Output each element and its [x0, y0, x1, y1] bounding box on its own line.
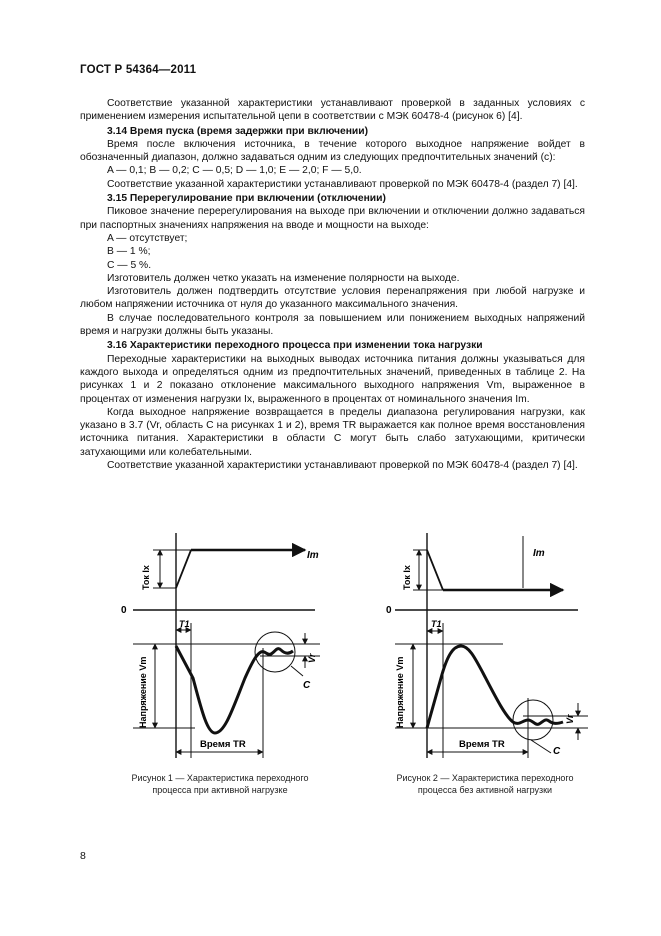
list-item: B — 1 %; — [107, 246, 151, 258]
paragraph: Переходные характеристики на выходных выводах источника питания должны указываться для каждого выхода и определяться одним из предпочтительных значений, приведенных в таблице 2. На рисунках 1 и 2 показано отклонение максимального выходного напряжения Vm, выраженное в процентах от изменения нагрузки Ix, выраженного в процентах от номинального значения Im. — [80, 353, 585, 405]
section-heading-3-14: 3.14 Время пуска (время задержки при включении) — [107, 125, 369, 137]
caption-line: Рисунок 1 — Характеристика переходного — [131, 773, 309, 783]
time-label: Время TR — [459, 739, 505, 750]
figure-1-diagram — [115, 528, 325, 768]
voltage-axis-label: Напряжение Vm — [138, 656, 148, 728]
paragraph: A — 0,1; B — 0,2; C — 0,5; D — 1,0; E — 2,0; F — 5,0. — [107, 165, 362, 177]
paragraph: Соответствие указанной характеристики устанавливают проверкой в заданных условиях с применением измерения испытательной цепи в соответствии с МЭК 60478-4 (рисунок 6) [4]. — [80, 98, 585, 123]
figure-2-diagram — [383, 528, 593, 768]
body-text — [80, 97, 585, 472]
caption-line: процесса без активной нагрузки — [417, 785, 553, 795]
voltage-axis-label: Напряжение Vm — [395, 656, 405, 728]
paragraph: Пиковое значение перерегулирования на выходе при включении и отключении должно задаваться при паспортных значениях напряжения на вводе и мощности на выходе: — [80, 206, 585, 231]
vr-label: Vr — [565, 714, 575, 724]
vr-label: Vr — [307, 653, 317, 663]
figure-2 — [383, 528, 593, 768]
paragraph: Соответствие указанной характеристики устанавливают проверкой по МЭК 60478-4 (раздел 7) [4]. — [107, 460, 578, 472]
caption-line: Рисунок 2 — Характеристика переходного — [396, 773, 574, 783]
region-c-label: C — [303, 680, 311, 691]
region-c-label: C — [553, 746, 561, 757]
figure-1 — [115, 528, 325, 768]
paragraph: Изготовитель должен подтвердить отсутствие условия перенапряжения при любой нагрузке и любом напряжении источника от нуля до указанного максимального значения. — [80, 286, 585, 311]
section-heading-3-15: 3.15 Перерегулирование при включении (отключении) — [107, 193, 386, 205]
current-axis-label: Ток Ix — [402, 565, 412, 590]
paragraph: Время после включения источника, в течение которого выходное напряжение войдет в обозначенный диапазон, должно задаваться одним из следующих предпочтительных значений (с): — [80, 138, 585, 164]
list-item: A — отсутствует; — [107, 232, 188, 244]
zero-label: 0 — [121, 605, 127, 616]
t1-label: T1 — [179, 619, 190, 629]
list-item: C — 5 %. — [107, 259, 152, 271]
current-axis-label: Ток Ix — [141, 565, 151, 590]
paragraph: Изготовитель должен четко указать на изменение полярности на выходе. — [107, 272, 460, 284]
figure-1-caption — [110, 772, 330, 796]
time-label: Время TR — [200, 739, 246, 750]
document-header: ГОСТ Р 54364—2011 — [80, 64, 197, 76]
paragraph: В случае последовательного контроля за повышением или понижением выходных напряжений время и нагрузки должны быть указаны. — [80, 312, 585, 338]
figure-2-caption — [375, 772, 595, 796]
paragraph: Когда выходное напряжение возвращается в пределы диапазона регулирования нагрузки, как указано в 3.7 (Vr, область C на рисунках 1 и 2), время TR выражается как полное время восстановления источника питания. Характеристики в области C могут быть слабо затухающими, критически затухающими или колебательными. — [80, 406, 585, 458]
zero-label: 0 — [386, 605, 392, 616]
im-label: Im — [307, 550, 319, 561]
t1-label: T1 — [431, 619, 442, 629]
page-number: 8 — [80, 850, 86, 862]
paragraph: Соответствие указанной характеристики устанавливают проверкой по МЭК 60478-4 (раздел 7) [4]. — [107, 178, 578, 190]
caption-line: процесса при активной нагрузке — [152, 785, 288, 795]
im-label: Im — [533, 548, 545, 559]
section-heading-3-16: 3.16 Характеристики переходного процесса при изменении тока нагрузки — [107, 340, 483, 352]
